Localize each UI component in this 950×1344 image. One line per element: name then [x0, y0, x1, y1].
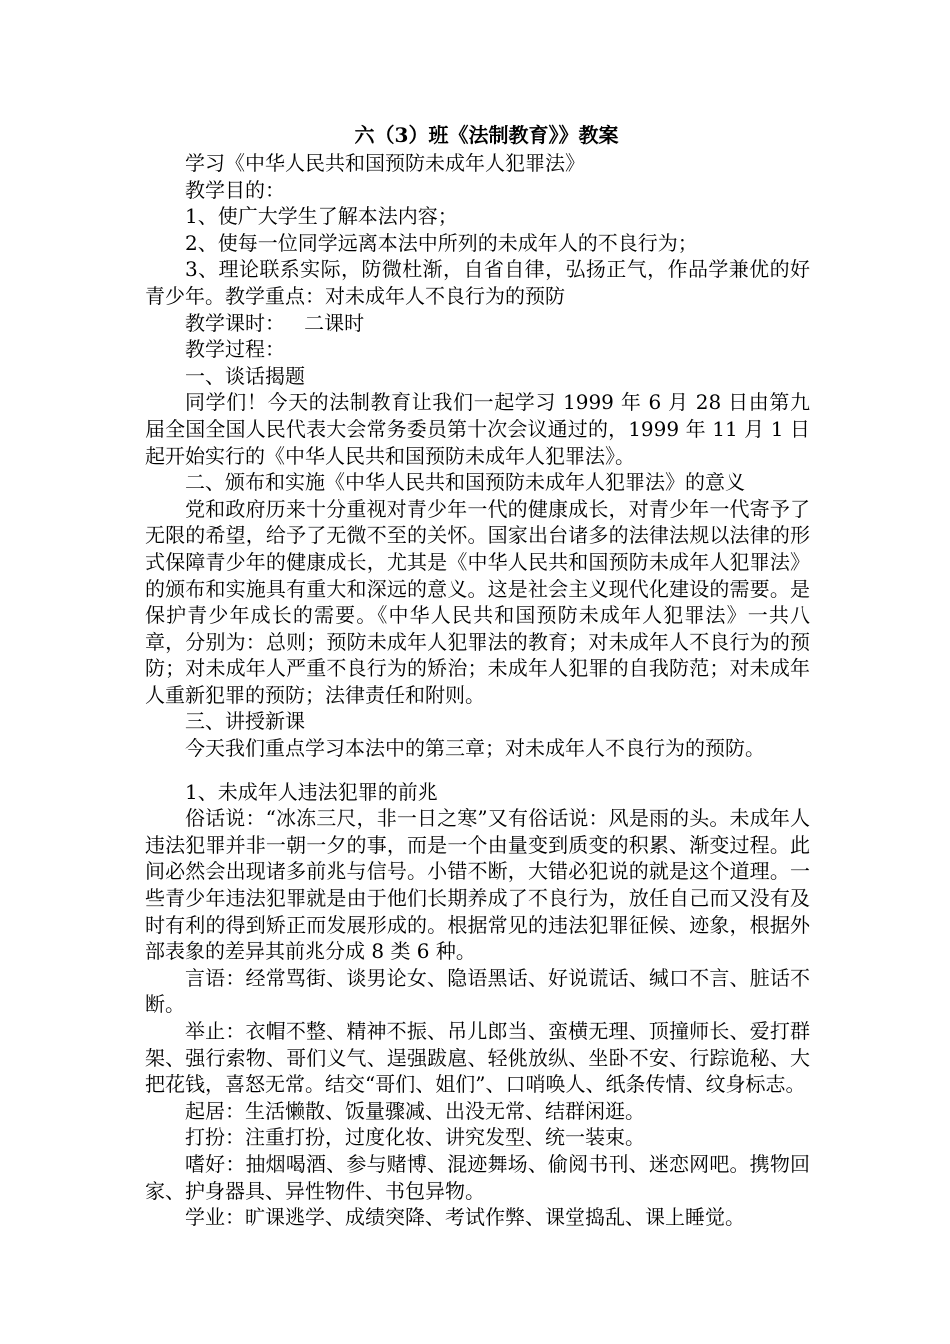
paragraph-objective-2: 2、使每一位同学远离本法中所列的未成年人的不良行为； — [185, 230, 698, 255]
paragraph-behavior: 举止：衣帽不整、精神不振、吊儿郎当、蛮横无理、顶撞师长、爱打群架、强行索物、哥们义气、逞强跋扈、轻佻放纵、坐卧不安、行踪诡秘、大把花钱，喜怒无常。结交“哥们、姐们”、口哨唤人、纸条传情、纹身标志。 — [145, 1019, 810, 1097]
section-heading-significance: 二、颁布和实施《中华人民共和国预防未成年人犯罪法》的意义 — [185, 470, 745, 495]
paragraph-significance: 党和政府历来十分重视对青少年一代的健康成长，对青少年一代寄予了无限的希望，给予了无微不至的关怀。国家出台诸多的法律法规以法律的形式保障青少年的健康成长，尤其是《中华人民共和国预防未成年人犯罪法》的颁布和实施具有重大和深远的意义。这是社会主义现代化建设的需要。是保护青少年成长的需要。《中华人民共和国预防未成年人犯罪法》一共八章，分别为：总则；预防未成年人犯罪法的教育；对未成年人不良行为的预防；对未成年人严重不良行为的矫治；未成年人犯罪的自我防范；对未成年人重新犯罪的预防；法律责任和附则。 — [145, 496, 810, 707]
paragraph-appearance: 打扮：注重打扮，过度化妆、讲究发型、统一装束。 — [185, 1125, 645, 1150]
paragraph-process-heading: 教学过程： — [185, 337, 285, 362]
page-title: 六（3）班《法制教育》》教案 — [354, 123, 619, 147]
paragraph-warning-signs: 俗话说：“冰冻三尺，非一日之寒”又有俗话说：风是雨的头。未成年人违法犯罪并非一朝一夕的事，而是一个由量变到质变的积累、渐变过程。此间必然会出现诸多前兆与信号。小错不断，大错必犯说的就是这个道理。一些青少年违法犯罪就是由于他们长期养成了不良行为，放任自己而又没有及时有利的得到矫正而发展形成的。根据常见的违法犯罪征候、迹象，根据外部表象的差异其前兆分成 8 类 6 种。 — [145, 806, 810, 964]
paragraph-objectives-heading: 教学目的： — [185, 177, 285, 202]
paragraph-class-hours: 教学课时： 二课时 — [185, 310, 365, 335]
section-heading-new-lesson: 三、讲授新课 — [185, 709, 305, 734]
paragraph-objective-1: 1、使广大学生了解本法内容； — [185, 204, 458, 229]
paragraph-habits: 嗜好：抽烟喝酒、参与赌博、混迹舞场、偷阅书刊、迷恋网吧。携物回家、护身器具、异性物件、书包异物。 — [145, 1151, 810, 1203]
paragraph-intro: 同学们！今天的法制教育让我们一起学习 1999 年 6 月 28 日由第九届全国全国人民代表大会常务委员第十次会议通过的，1999 年 11 月 1 日起开始实行的《中华人民共和国预防未成年人犯罪法》。 — [145, 390, 810, 468]
paragraph-speech: 言语：经常骂街、谈男论女、隐语黑话、好说谎话、缄口不言、脏话不断。 — [145, 965, 810, 1017]
paragraph-studies: 学业：旷课逃学、成绩突降、考试作弊、课堂捣乱、课上睡觉。 — [185, 1205, 745, 1230]
document-body — [145, 121, 810, 1231]
blank-line — [145, 762, 810, 779]
subsection-heading-warning-signs: 1、未成年人违法犯罪的前兆 — [185, 779, 438, 804]
section-heading-intro: 一、谈话揭题 — [185, 363, 305, 388]
paragraph-objective-3: 3、理论联系实际，防微杜渐，自省自律，弘扬正气，作品学兼优的好青少年。教学重点：对未成年人不良行为的预防 — [145, 257, 810, 308]
paragraph-daily-life: 起居：生活懒散、饭量骤减、出没无常、结群闲逛。 — [185, 1098, 645, 1123]
paragraph-study-law: 学习《中华人民共和国预防未成年人犯罪法》 — [185, 151, 585, 175]
paragraph-chapter-three: 今天我们重点学习本法中的第三章；对未成年人不良行为的预防。 — [185, 736, 765, 761]
